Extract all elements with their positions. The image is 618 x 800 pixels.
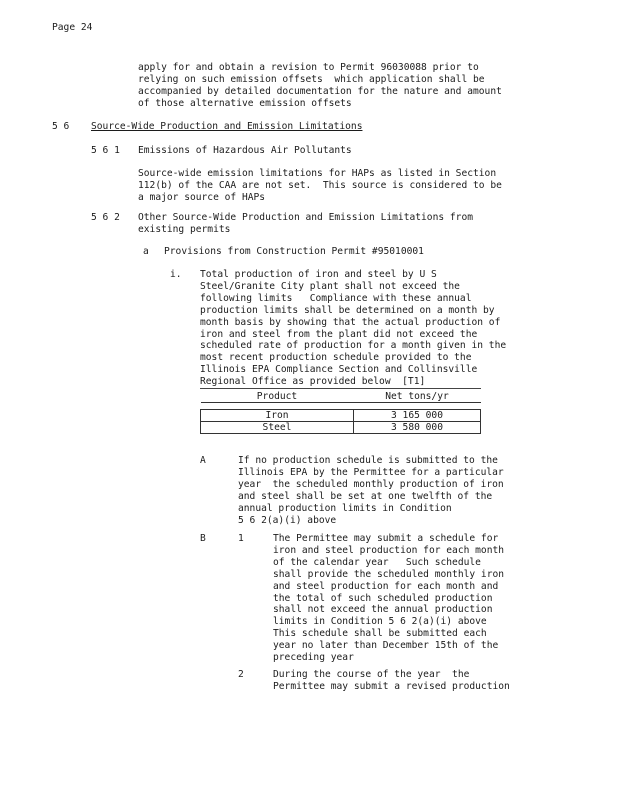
text-line: If no production schedule is submitted to the [238,455,498,466]
text-line: production limits shall be determined on a month by [200,304,495,316]
production-table [200,391,481,434]
text-line: 5 6 2(a)(i) above [238,514,337,526]
table-cell-tons: 3 580 000 [354,422,481,434]
text-line: During the course of the year the [273,669,470,680]
intro-paragraph [138,62,502,110]
table-cell-product: Steel [201,422,354,434]
text-line: a major source of HAPs [138,191,266,203]
item-2-body [273,669,510,693]
text-line: 112(b) of the CAA are not set. This source is considered to be [138,179,502,191]
text-line: iron and steel from the plant did not exceed the [200,328,478,340]
section-5-6-2-number: 5 6 2 [91,212,120,223]
text-line: shall provide the scheduled monthly iron [273,568,505,580]
table-row [201,422,481,434]
text-line: relying on such emission offsets which application shall be [138,73,485,85]
text-line: month basis by showing that the actual production of [200,316,501,328]
text-line: Source-wide emission limitations for HAPs as listed in Section [138,168,497,179]
section-5-6-2-title [138,212,473,236]
text-line: and steel production for each month and [273,580,499,592]
item-A-body [238,455,504,526]
text-line: Illinois EPA by the Permittee for a particular [238,466,504,478]
text-line: the total of such scheduled production [273,592,493,604]
text-line: of the calendar year Such schedule [273,556,481,568]
text-line: Other Source-Wide Production and Emission Limitations from [138,212,474,223]
text-line: Regional Office as provided below [T1] [200,376,426,388]
text-line: scheduled rate of production for a month given in the [200,340,507,352]
section-5-6-number: 5 6 [52,121,70,132]
item-B-1-marker: 1 [238,533,244,544]
text-line: most recent production schedule provided to the [200,352,472,364]
table-cell-product: Iron [201,410,354,422]
text-line: Steel/Granite City plant shall not exceed the [200,280,460,292]
text-line: apply for and obtain a revision to Permit 96030088 prior to [138,62,479,73]
sub-a-marker: a [143,246,149,257]
text-line: Permittee may submit a revised production [273,680,510,692]
text-line: This schedule shall be submitted each [273,628,487,640]
text-line: following limits Compliance with these annual [200,292,472,304]
text-line: limits in Condition 5 6 2(a)(i) above [273,616,487,628]
text-line: iron and steel production for each month [273,544,505,556]
text-line: existing permits [138,223,231,235]
text-line: Illinois EPA Compliance Section and Collinsville [200,364,478,376]
table-cell-tons: 3 165 000 [354,410,481,422]
section-5-6-1-title: Emissions of Hazardous Air Pollutants [138,145,352,156]
section-5-6-title: Source-Wide Production and Emission Limitations [91,121,363,132]
page-number: Page 24 [52,22,93,33]
text-line: of those alternative emission offsets [138,97,352,109]
text-line: and steel shall be set at one twelfth of the [238,490,493,502]
text-line: year no later than December 15th of the [273,640,499,652]
text-line: preceding year [273,652,354,664]
text-line: accompanied by detailed documentation for the nature and amount [138,85,502,97]
sub-a-title: Provisions from Construction Permit #95010001 [164,246,424,257]
section-5-6-1-body [138,168,502,204]
item-B-1-body [273,533,504,664]
item-B-marker: B [200,533,206,544]
text-line: annual production limits in Condition [238,502,452,514]
table-top-rule [200,388,481,389]
table-header-tons: Net tons/yr [354,391,481,403]
item-i-body [200,269,506,388]
text-line: The Permittee may submit a schedule for [273,533,499,544]
text-line: year the scheduled monthly production of iron [238,478,504,490]
item-A-marker: A [200,455,206,466]
table-header-product: Product [201,391,354,403]
text-line: Total production of iron and steel by U S [200,269,437,280]
item-2-marker: 2 [238,669,244,680]
text-line: shall not exceed the annual production [273,604,493,616]
section-5-6-1-number: 5 6 1 [91,145,120,156]
table-row [201,410,481,422]
item-i-marker: i. [170,269,182,280]
